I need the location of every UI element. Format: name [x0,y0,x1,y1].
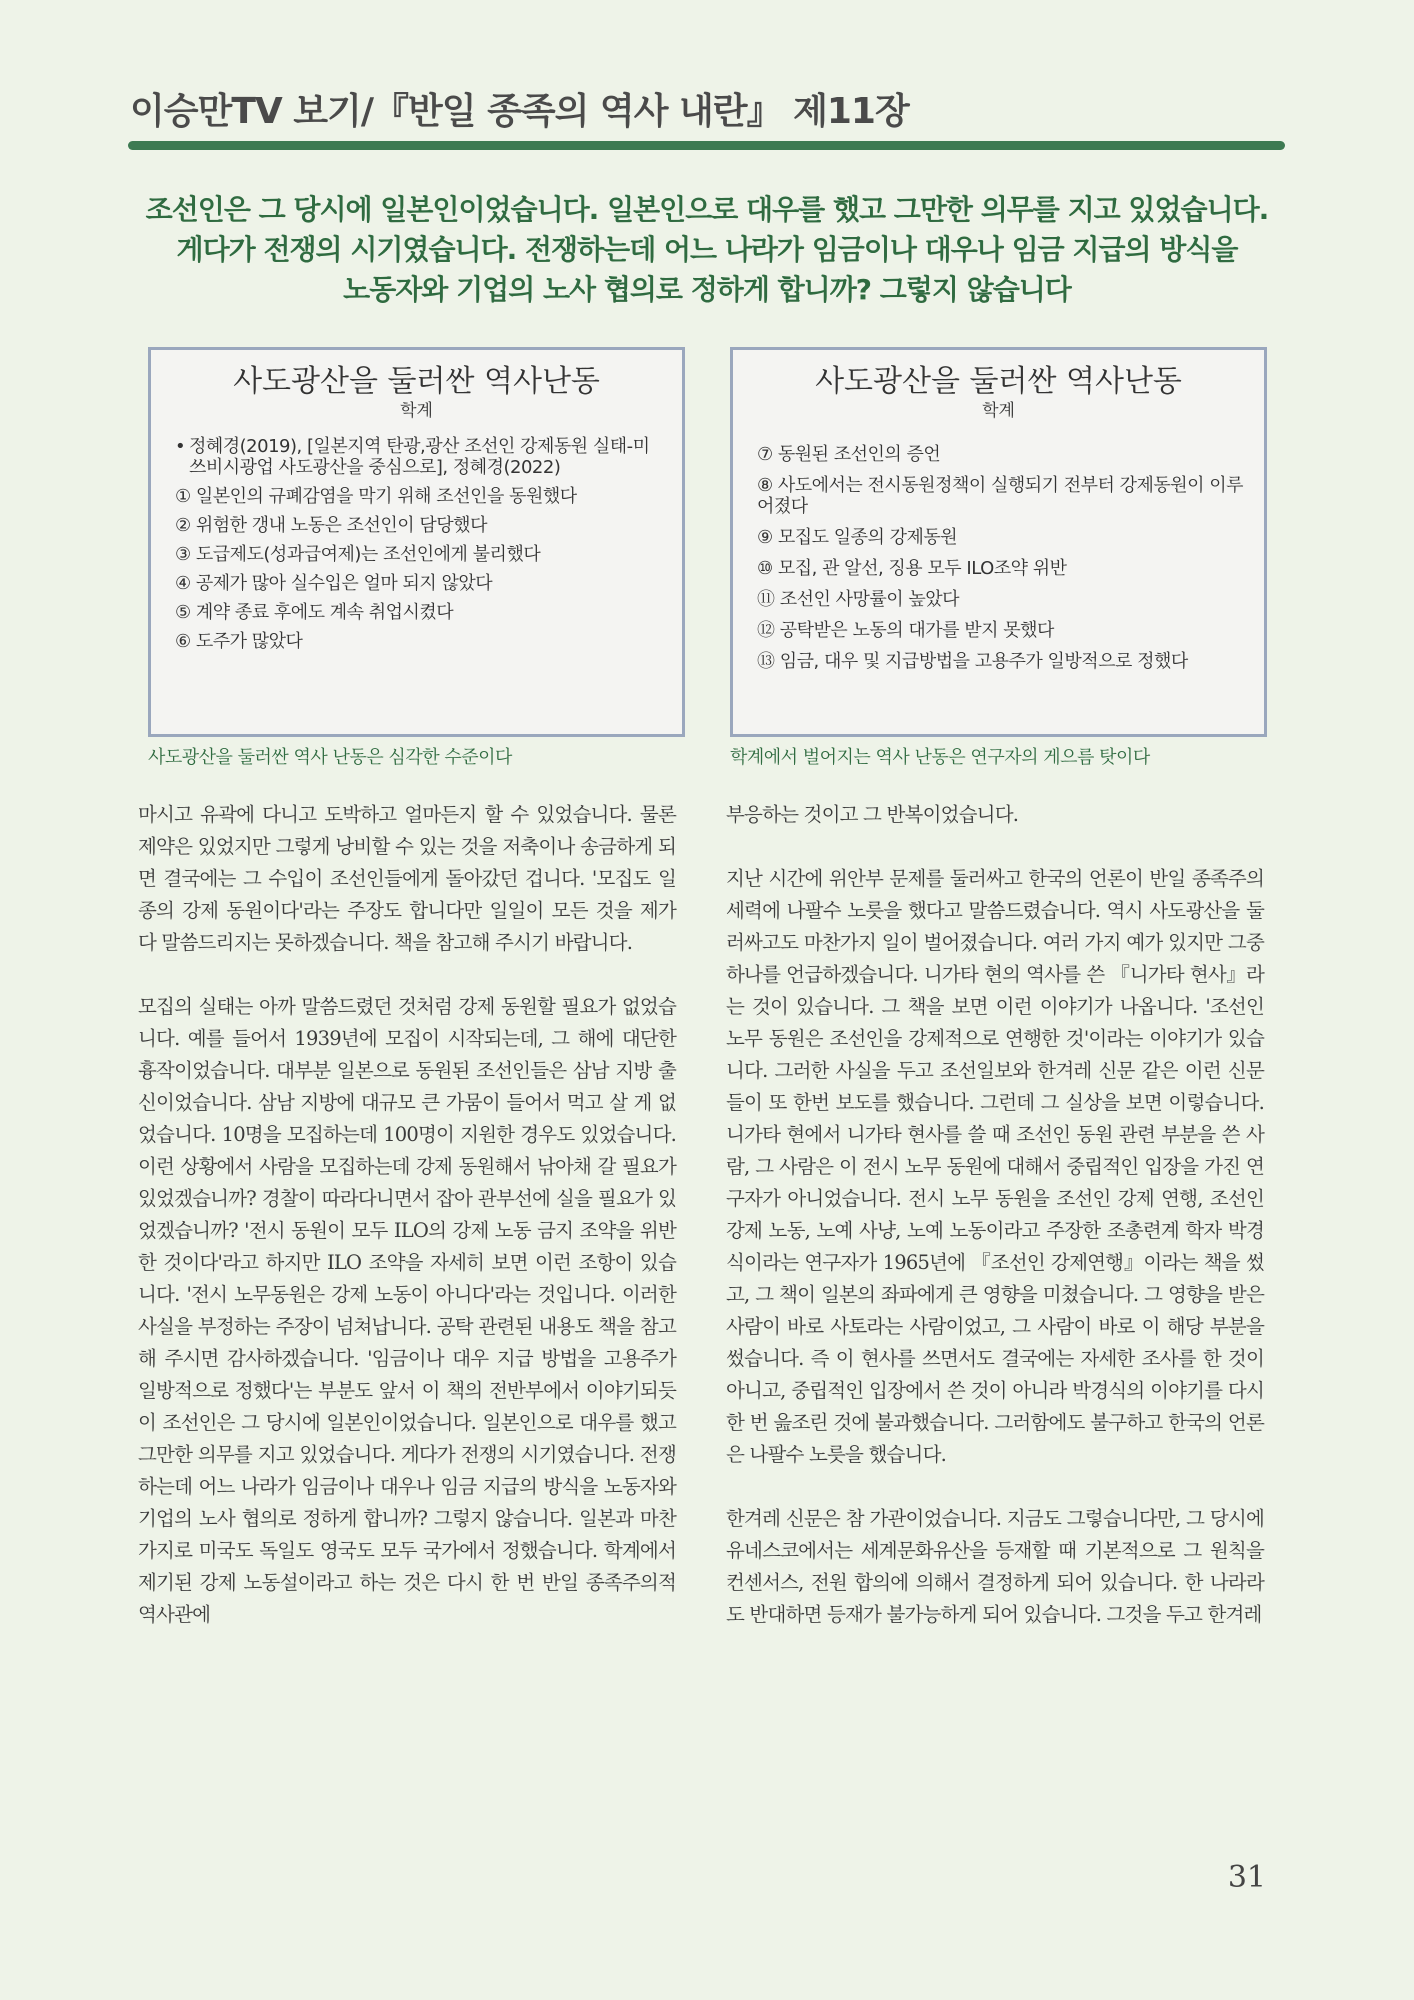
slide-list-item: ⑥ 도주가 많았다 [175,631,303,652]
lead-line: 노동자와 기업의 노사 협의로 정하게 합니까? 그렇지 않습니다 [343,273,1071,306]
slide-list [733,444,1264,672]
slide-list-item: ⑧ 사도에서는 전시동원정책이 실행되기 전부터 강제동원이 이루어졌다 [757,475,1244,517]
slide-bullet-reference [175,436,664,478]
slide-list-item: ④ 공제가 많아 실수입은 얼마 되지 않았다 [175,573,493,594]
slide-caption-left: 사도광산을 둘러싼 역사 난동은 심각한 수준이다 [148,747,512,768]
slide-list-item: ⑩ 모집, 관 알선, 징용 모두 ILO조약 위반 [757,558,1067,579]
bullet-dot-icon: • [175,436,186,457]
reference-text: 정혜경(2019), [일본지역 탄광,광산 조선인 강제동원 실태-미쓰비시광업 사도광산을 중심으로], 정혜경(2022) [189,436,650,478]
slide-caption-right: 학계에서 벌어지는 역사 난동은 연구자의 게으름 탓이다 [730,747,1150,768]
lead-line: 게다가 전쟁의 시기였습니다. 전쟁하는데 어느 나라가 임금이나 대우나 임금 지급의 방식을 [176,233,1238,266]
body-column-left [138,799,676,1663]
slide-subtitle: 학계 [400,401,433,421]
slide-list-item: ① 일본인의 규폐감염을 막기 위해 조선인을 동원했다 [175,486,577,507]
slide-list-item: ③ 도급제도(성과급여제)는 조선인에게 불리했다 [175,544,541,565]
slide-title: 사도광산을 둘러싼 역사난동 [233,364,600,399]
header-divider [128,141,1285,150]
slide-title: 사도광산을 둘러싼 역사난동 [815,364,1182,399]
body-paragraph: 부응하는 것이고 그 반복이었습니다. [726,803,1019,826]
lead-line: 조선인은 그 당시에 일본인이었습니다. 일본인으로 대우를 했고 그만한 의무를 지고 있었습니다. [145,193,1269,226]
slide-image-right [730,347,1267,737]
body-paragraph: 마시고 유곽에 다니고 도박하고 얼마든지 할 수 있었습니다. 물론 제약은 있었지만 그렇게 낭비할 수 있는 것을 저축이나 송금하게 되면 결국에는 그 수입이 조선인들에게 돌아갔던 겁니다. '모집도 일종의 강제 동원이다'라는 주장도 합니다만 일일이 모든 것을 제가 다 말씀드리지는 못하겠습니다. 책을 참고해 주시기 바랍니다. [138,803,676,954]
slide-list-item: ⑤ 계약 종료 후에도 계속 취업시켰다 [175,602,454,623]
page-number: 31 [1227,1860,1266,1895]
body-paragraph: 한겨레 신문은 참 가관이었습니다. 지금도 그렇습니다만, 그 당시에 유네스코에서는 세계문화유산을 등재할 때 기본적으로 그 원칙을 컨센서스, 전원 합의에 의해서 결정하게 되어 있습니다. 한 나라라도 반대하면 등재가 불가능하게 되어 있습니다. 그것을 두고 한겨레 [726,1507,1264,1626]
body-paragraph: 모집의 실태는 아까 말씀드렸던 것처럼 강제 동원할 필요가 없었습니다. 예를 들어서 1939년에 모집이 시작되는데, 그 해에 대단한 흉작이었습니다. 대부분 일본으로 동원된 조선인들은 삼남 지방 출신이었습니다. 삼남 지방에 대규모 큰 가뭄이 들어서 먹고 살 게 없었습니다. 10명을 모집하는데 100명이 지원한 경우도 있었습니다. 이런 상황에서 사람을 모집하는데 강제 동원해서 낚아채 갈 필요가 있었겠습니까? 경찰이 따라다니면서 잡아 관부선에 실을 필요가 있었겠습니까? '전시 동원이 모두 ILO의 강제 노동 금지 조약을 위반한 것이다'라고 하지만 ILO 조약을 자세히 보면 이런 조항이 있습니다. '전시 노무동원은 강제 노동이 아니다'라는 것입니다. 이러한 사실을 부정하는 주장이 넘쳐납니다. 공탁 관련된 내용도 책을 참고해 주시면 감사하겠습니다. '임금이나 대우 지급 방법을 고용주가 일방적으로 정했다'는 부분도 앞서 이 책의 전반부에서 이야기되듯이 조선인은 그 당시에 일본인이었습니다. 일본인으로 대우를 했고 그만한 의무를 지고 있었습니다. 게다가 전쟁의 시기였습니다. 전쟁하는데 어느 나라가 임금이나 대우나 임금 지급의 방식을 노동자와 기업의 노사 협의로 정하게 합니까? 그렇지 않습니다. 일본과 마찬가지로 미국도 독일도 영국도 모두 국가에서 정했습니다. 학계에서 제기된 강제 노동설이라고 하는 것은 다시 한 번 반일 종족주의적 역사관에 [138,995,676,1626]
slide-list-item: ⑨ 모집도 일종의 강제동원 [757,527,958,548]
slide-subtitle: 학계 [982,401,1015,421]
slide-list-item: ⑦ 동원된 조선인의 증언 [757,444,941,465]
page-title: 이승만TV 보기/『반일 종족의 역사 내란』 제11장 [130,91,909,132]
slide-list-item: ② 위험한 갱내 노동은 조선인이 담당했다 [175,515,487,536]
slide-list-item: ⑫ 공탁받은 노동의 대가를 받지 못했다 [757,620,1054,641]
slide-list [151,436,682,652]
lead-quote [110,190,1304,310]
body-column-right [726,799,1264,1663]
page-header [130,88,1285,136]
slide-list-item: ⑬ 임금, 대우 및 지급방법을 고용주가 일방적으로 정했다 [757,651,1188,672]
body-paragraph: 지난 시간에 위안부 문제를 둘러싸고 한국의 언론이 반일 종족주의 세력에 나팔수 노릇을 했다고 말씀드렸습니다. 역시 사도광산을 둘러싸고도 마찬가지 일이 벌어졌습니다. 여러 가지 예가 있지만 그중 하나를 언급하겠습니다. 니가타 현의 역사를 쓴 『니가타 현사』라는 것이 있습니다. 그 책을 보면 이런 이야기가 나옵니다. '조선인 노무 동원은 조선인을 강제적으로 연행한 것'이라는 이야기가 있습니다. 그러한 사실을 두고 조선일보와 한겨레 신문 같은 이런 신문들이 또 한번 보도를 했습니다. 그런데 그 실상을 보면 이렇습니다. 니가타 현에서 니가타 현사를 쓸 때 조선인 동원 관련 부분을 쓴 사람, 그 사람은 이 전시 노무 동원에 대해서 중립적인 입장을 가진 연구자가 아니었습니다. 전시 노무 동원을 조선인 강제 연행, 조선인 강제 노동, 노예 사냥, 노예 노동이라고 주장한 조총련계 학자 박경식이라는 연구자가 1965년에 『조선인 강제연행』이라는 책을 썼고, 그 책이 일본의 좌파에게 큰 영향을 미쳤습니다. 그 영향을 받은 사람이 바로 사토라는 사람이었고, 그 사람이 바로 이 해당 부분을 썼습니다. 즉 이 현사를 쓰면서도 결국에는 자세한 조사를 한 것이 아니고, 중립적인 입장에서 쓴 것이 아니라 박경식의 이야기를 다시 한 번 읊조린 것에 불과했습니다. 그러함에도 불구하고 한국의 언론은 나팔수 노릇을 했습니다. [726,867,1264,1466]
slide-image-left [148,347,685,737]
slide-list-item: ⑪ 조선인 사망률이 높았다 [757,589,960,610]
